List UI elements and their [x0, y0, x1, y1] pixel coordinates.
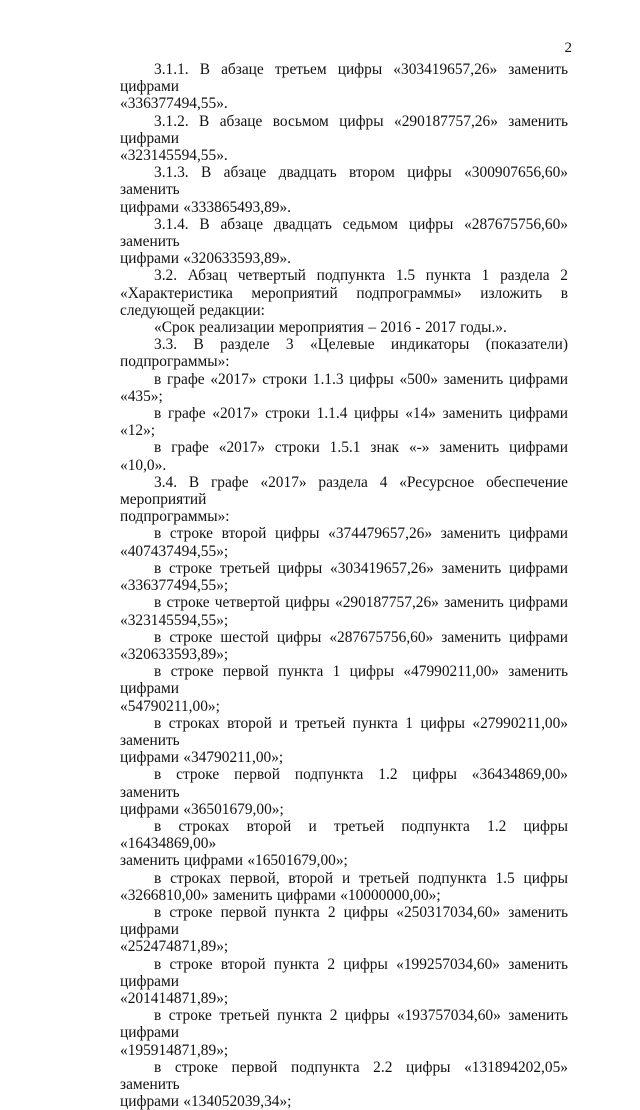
- paragraph: [120, 904, 568, 956]
- paragraph-continuation: «195914871,89»;: [120, 1041, 229, 1059]
- paragraph: [120, 766, 568, 818]
- paragraph-continuation: подпрограммы»:: [120, 353, 230, 371]
- paragraph-continuation: цифрами «320633593,89».: [120, 250, 292, 268]
- paragraph-continuation: «201414871,89»;: [120, 989, 229, 1007]
- paragraph-first-line: 3.2. Абзац четвертый подпункта 1.5 пункта 1 раздела 2: [154, 267, 568, 285]
- paragraph: [120, 61, 568, 113]
- paragraph-first-line: в строке четвертой цифры «290187757,26» заменить цифрами: [154, 594, 568, 612]
- paragraph-first-line: «Срок реализации мероприятия – 2016 - 2017 годы.».: [154, 319, 507, 337]
- paragraph-continuation: «3266810,00» заменить цифрами «10000000,00»;: [120, 886, 441, 904]
- paragraph: [120, 405, 568, 439]
- paragraph: [120, 663, 568, 715]
- paragraph-first-line: в строке первой пункта 1 цифры «47990211,00» заменить цифрами: [120, 663, 568, 698]
- paragraph-first-line: в строке первой пункта 2 цифры «250317034,60» заменить цифрами: [120, 903, 568, 939]
- paragraph-continuation: «407437494,55»;: [120, 542, 229, 560]
- paragraph: [120, 560, 568, 594]
- paragraph: [120, 629, 568, 663]
- paragraph-continuation: заменить цифрами «16501679,00»;: [120, 852, 348, 870]
- paragraph-first-line: в строке третьей цифры «303419657,26» заменить цифрами: [154, 559, 568, 577]
- paragraph-first-line: в строках первой, второй и третьей подпункта 1.5 цифры: [154, 869, 568, 887]
- paragraph: [120, 267, 568, 319]
- paragraph: [120, 113, 568, 165]
- paragraph-continuation: «320633593,89»;: [120, 645, 229, 663]
- paragraph: [120, 715, 568, 767]
- paragraph: [120, 870, 568, 904]
- paragraph-continuation: «323145594,55»;: [120, 611, 229, 629]
- paragraph-continuation: «336377494,55».: [120, 95, 228, 113]
- paragraph-first-line: в строке шестой цифры «287675756,60» заменить цифрами: [154, 628, 568, 646]
- paragraph-first-line: в строках второй и третьей пункта 1 цифры «27990211,00» заменить: [120, 714, 568, 749]
- paragraph-first-line: в строке первой подпункта 1.2 цифры «36434869,00» заменить: [120, 766, 568, 801]
- paragraph-first-line: 3.1.1. В абзаце третьем цифры «303419657,26» заменить цифрами: [120, 61, 568, 96]
- paragraph: [120, 439, 568, 473]
- paragraph: [120, 818, 568, 870]
- paragraph-first-line: в графе «2017» строки 1.1.3 цифры «500» заменить цифрами «435»;: [120, 370, 568, 405]
- paragraph-first-line: в строке второй цифры «374479657,26» заменить цифрами: [154, 525, 568, 543]
- paragraph-continuation: цифрами «134052039,34»;: [120, 1093, 292, 1110]
- paragraph: [120, 319, 568, 336]
- paragraph-first-line: 3.3. В разделе 3 «Целевые индикаторы (показатели): [154, 336, 568, 354]
- paragraph-first-line: 3.1.2. В абзаце восьмом цифры «290187757,26» заменить цифрами: [120, 112, 568, 147]
- paragraph-continuation: цифрами «34790211,00»;: [120, 749, 284, 767]
- paragraph-first-line: в строках второй и третьей подпункта 1.2 цифры «16434869,00»: [120, 817, 568, 853]
- paragraph: [120, 1059, 568, 1110]
- paragraph: [120, 525, 568, 559]
- paragraph-first-line: в строке третьей пункта 2 цифры «193757034,60» заменить цифрами: [120, 1007, 568, 1042]
- paragraph-first-line: 3.1.4. В абзаце двадцать седьмом цифры «287675756,60» заменить: [120, 215, 568, 251]
- paragraph-first-line: 3.4. В графе «2017» раздела 4 «Ресурсное обеспечение мероприятий: [120, 473, 568, 509]
- paragraph: [120, 1007, 568, 1059]
- paragraph-continuation: «Характеристика мероприятий подпрограммы» изложить в следующей редакции:: [120, 284, 568, 319]
- paragraph: [120, 336, 568, 370]
- paragraph: [120, 956, 568, 1008]
- paragraph: [120, 164, 568, 216]
- paragraph: [120, 594, 568, 628]
- paragraph-first-line: в графе «2017» строки 1.1.4 цифры «14» заменить цифрами «12»;: [120, 405, 568, 440]
- paragraph: [120, 216, 568, 268]
- paragraph-continuation: цифрами «333865493,89».: [120, 198, 292, 216]
- page-number: 2: [564, 40, 572, 56]
- paragraph-continuation: «323145594,55».: [120, 147, 228, 165]
- paragraph-continuation: подпрограммы»:: [120, 508, 230, 526]
- paragraph-continuation: цифрами «36501679,00»;: [120, 800, 284, 818]
- paragraph: [120, 371, 568, 405]
- document-body: [120, 61, 568, 1110]
- paragraph-first-line: в графе «2017» строки 1.5.1 знак «-» заменить цифрами «10,0».: [120, 439, 568, 474]
- paragraph-continuation: «54790211,00»;: [120, 697, 220, 715]
- paragraph-first-line: 3.1.3. В абзаце двадцать втором цифры «300907656,60» заменить: [120, 164, 568, 199]
- paragraph-continuation: «252474871,89»;: [120, 938, 229, 956]
- paragraph-first-line: в строке второй пункта 2 цифры «199257034,60» заменить цифрами: [120, 955, 568, 990]
- paragraph-continuation: «336377494,55»;: [120, 577, 229, 595]
- paragraph: [120, 474, 568, 526]
- paragraph-first-line: в строке первой подпункта 2.2 цифры «131894202,05» заменить: [120, 1058, 568, 1093]
